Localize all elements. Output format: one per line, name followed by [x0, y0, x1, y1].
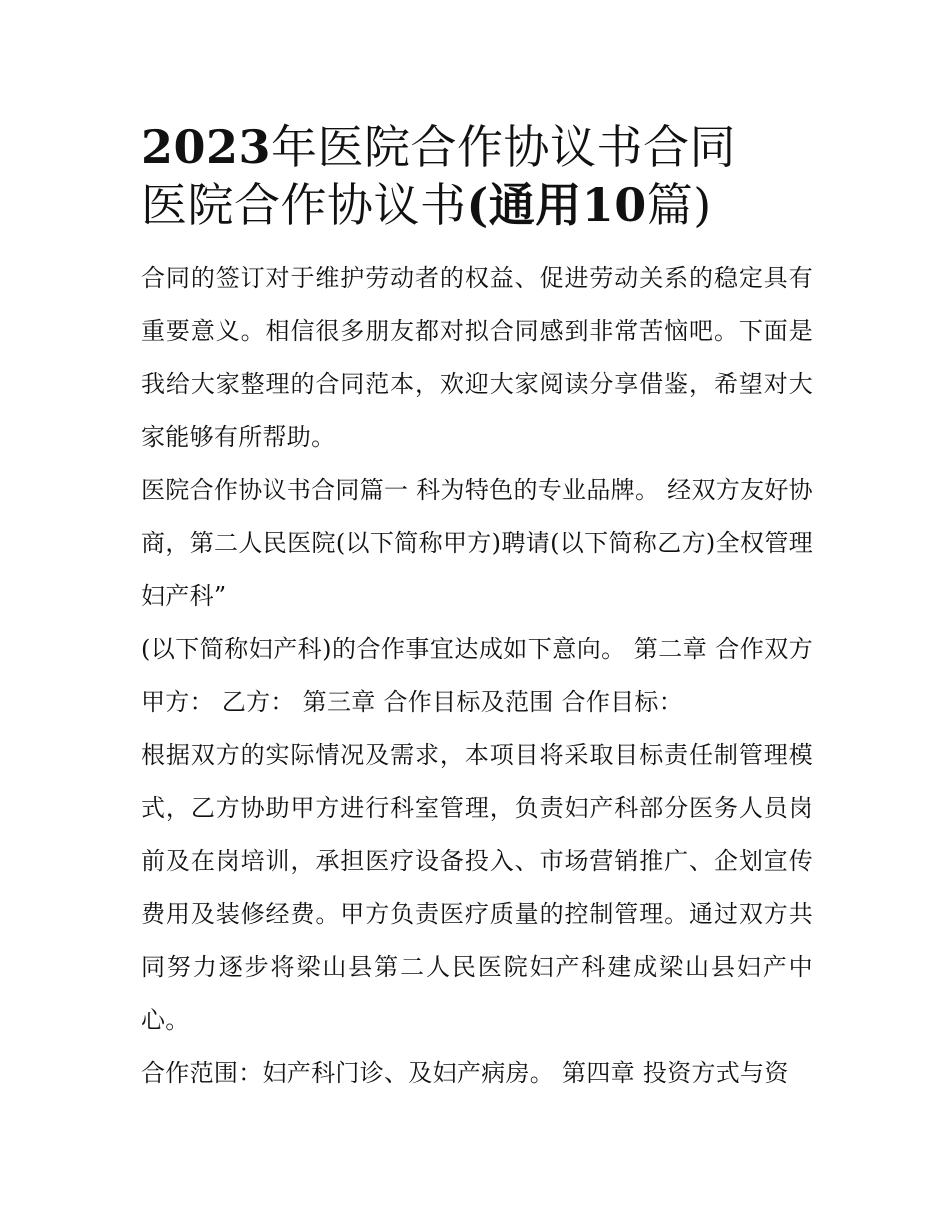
title-year: 2023 [141, 120, 272, 174]
paragraph-cooperation-goal: 根据双方的实际情况及需求，本项目将采取目标责任制管理模式，乙方协助甲方进行科室管理，负责妇产科部分医务人员岗前及在岗培训，承担医疗设备投入、市场营销推广、企划宣传费用及装修经费。甲方负责医疗质量的控制管理。通过双方共同努力逐步将梁山县第二人民医院妇产科建成梁山县妇产中心。 [141, 741, 813, 1034]
title-line-2-text: 医院合作协议书 [141, 178, 467, 232]
paragraph-chapter-two-three: (以下简称妇产科)的合作事宜达成如下意向。 第二章 合作双方 甲方： 乙方： 第三章 合作目标及范围 合作目标： [141, 635, 813, 716]
paragraph-cooperation-scope: 合作范围：妇产科门诊、及妇产病房。 第四章 投资方式与资 [141, 1059, 789, 1087]
title-line-1-text: 年医院合作协议书合同 [271, 120, 737, 174]
paragraph-intro: 合同的签订对于维护劳动者的权益、促进劳动关系的稳定具有重要意义。相信很多朋友都对拟合同感到非常苦恼吧。下面是我给大家整理的合同范本，欢迎大家阅读分享借鉴，希望对大家能够有所帮助。 [141, 264, 813, 451]
paragraph-part-one: 医院合作协议书合同篇一 科为特色的专业品牌。 经双方友好协商，第二人民医院(以下简称甲方)聘请(以下简称乙方)全权管理妇产科” [141, 476, 813, 610]
title-count: (通用10 [466, 178, 647, 232]
title-line-2-end: 篇) [646, 178, 712, 232]
title-line-2 [141, 176, 813, 234]
document-body [141, 118, 813, 1100]
title-line-1 [141, 118, 813, 176]
document-title [141, 118, 813, 234]
